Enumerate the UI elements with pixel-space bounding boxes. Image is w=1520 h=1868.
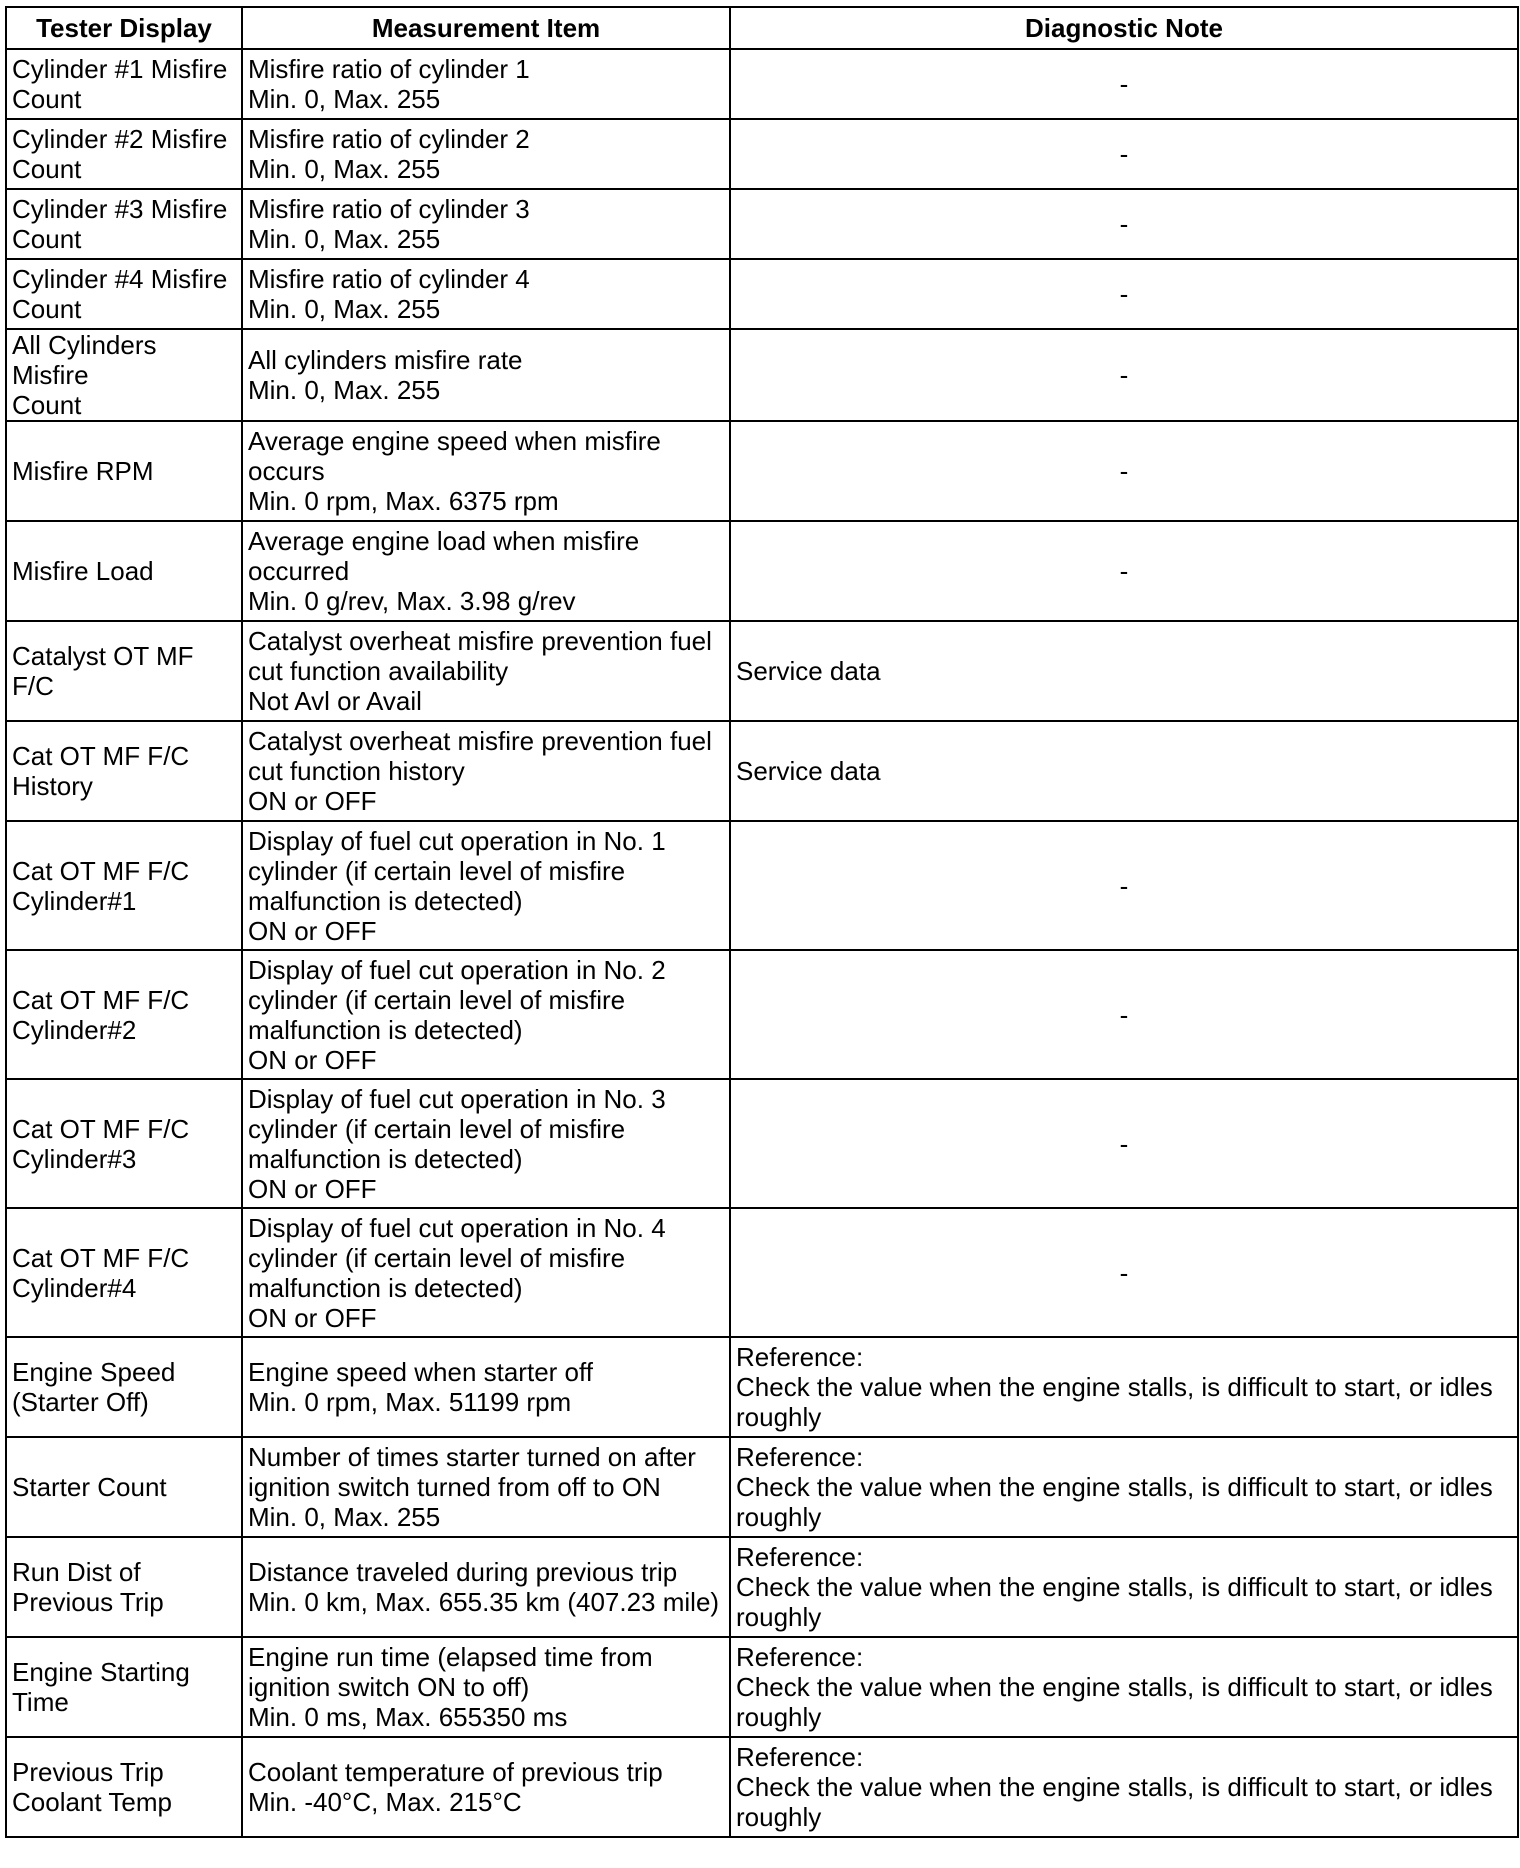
- table-body: [6, 49, 1518, 1837]
- cell-tester-display: Cat OT MF F/C Cylinder#4: [6, 1208, 242, 1337]
- table-row: [6, 950, 1518, 1079]
- table-row: [6, 1537, 1518, 1637]
- cell-diagnostic-note: Reference: Check the value when the engine stalls, is difficult to start, or idles roughly: [730, 1337, 1518, 1437]
- table-row: [6, 721, 1518, 821]
- cell-measurement-item: Average engine speed when misfire occurs Min. 0 rpm, Max. 6375 rpm: [242, 421, 730, 521]
- cell-measurement-item: Display of fuel cut operation in No. 1 cylinder (if certain level of misfire malfunction is detected) ON or OFF: [242, 821, 730, 950]
- cell-measurement-item: Misfire ratio of cylinder 1 Min. 0, Max. 255: [242, 49, 730, 119]
- cell-diagnostic-note: -: [730, 1079, 1518, 1208]
- table-row: [6, 259, 1518, 329]
- table-row: [6, 119, 1518, 189]
- cell-tester-display: Cylinder #2 Misfire Count: [6, 119, 242, 189]
- header-tester-display: Tester Display: [6, 7, 242, 49]
- header-measurement-item: Measurement Item: [242, 7, 730, 49]
- table-row: [6, 521, 1518, 621]
- cell-measurement-item: Coolant temperature of previous trip Min. -40°C, Max. 215°C: [242, 1737, 730, 1837]
- table-row: [6, 421, 1518, 521]
- cell-tester-display: Cat OT MF F/C History: [6, 721, 242, 821]
- cell-diagnostic-note: -: [730, 49, 1518, 119]
- cell-tester-display: Misfire Load: [6, 521, 242, 621]
- cell-tester-display: Engine Starting Time: [6, 1637, 242, 1737]
- cell-tester-display: All Cylinders Misfire Count: [6, 329, 242, 421]
- cell-tester-display: Cylinder #4 Misfire Count: [6, 259, 242, 329]
- cell-tester-display: Misfire RPM: [6, 421, 242, 521]
- cell-diagnostic-note: -: [730, 421, 1518, 521]
- cell-tester-display: Cat OT MF F/C Cylinder#3: [6, 1079, 242, 1208]
- cell-measurement-item: Average engine load when misfire occurred Min. 0 g/rev, Max. 3.98 g/rev: [242, 521, 730, 621]
- table-row: [6, 329, 1518, 421]
- cell-tester-display: Cylinder #3 Misfire Count: [6, 189, 242, 259]
- table-row: [6, 1637, 1518, 1737]
- cell-tester-display: Engine Speed (Starter Off): [6, 1337, 242, 1437]
- data-list-table: [5, 6, 1519, 1838]
- header-diagnostic-note: Diagnostic Note: [730, 7, 1518, 49]
- cell-diagnostic-note: -: [730, 821, 1518, 950]
- cell-diagnostic-note: -: [730, 329, 1518, 421]
- cell-tester-display: Catalyst OT MF F/C: [6, 621, 242, 721]
- cell-measurement-item: Display of fuel cut operation in No. 4 cylinder (if certain level of misfire malfunction is detected) ON or OFF: [242, 1208, 730, 1337]
- cell-diagnostic-note: Service data: [730, 721, 1518, 821]
- table-row: [6, 1437, 1518, 1537]
- cell-diagnostic-note: Service data: [730, 621, 1518, 721]
- cell-diagnostic-note: -: [730, 189, 1518, 259]
- cell-measurement-item: Misfire ratio of cylinder 4 Min. 0, Max. 255: [242, 259, 730, 329]
- cell-tester-display: Starter Count: [6, 1437, 242, 1537]
- cell-tester-display: Previous Trip Coolant Temp: [6, 1737, 242, 1837]
- table-header-row: [6, 7, 1518, 49]
- table-row: [6, 189, 1518, 259]
- cell-diagnostic-note: -: [730, 950, 1518, 1079]
- cell-tester-display: Cylinder #1 Misfire Count: [6, 49, 242, 119]
- cell-measurement-item: Distance traveled during previous trip Min. 0 km, Max. 655.35 km (407.23 mile): [242, 1537, 730, 1637]
- cell-diagnostic-note: Reference: Check the value when the engine stalls, is difficult to start, or idles roughly: [730, 1637, 1518, 1737]
- table-row: [6, 1737, 1518, 1837]
- table-row: [6, 1337, 1518, 1437]
- cell-measurement-item: Catalyst overheat misfire prevention fuel cut function availability Not Avl or Avail: [242, 621, 730, 721]
- cell-diagnostic-note: Reference: Check the value when the engine stalls, is difficult to start, or idles roughly: [730, 1437, 1518, 1537]
- table-row: [6, 621, 1518, 721]
- cell-diagnostic-note: -: [730, 1208, 1518, 1337]
- cell-tester-display: Run Dist of Previous Trip: [6, 1537, 242, 1637]
- cell-measurement-item: Misfire ratio of cylinder 3 Min. 0, Max. 255: [242, 189, 730, 259]
- cell-measurement-item: Display of fuel cut operation in No. 2 cylinder (if certain level of misfire malfunction is detected) ON or OFF: [242, 950, 730, 1079]
- cell-measurement-item: All cylinders misfire rate Min. 0, Max. 255: [242, 329, 730, 421]
- table-row: [6, 49, 1518, 119]
- cell-diagnostic-note: -: [730, 119, 1518, 189]
- cell-diagnostic-note: -: [730, 521, 1518, 621]
- table-row: [6, 1079, 1518, 1208]
- table-row: [6, 821, 1518, 950]
- cell-diagnostic-note: Reference: Check the value when the engine stalls, is difficult to start, or idles roughly: [730, 1537, 1518, 1637]
- cell-measurement-item: Display of fuel cut operation in No. 3 cylinder (if certain level of misfire malfunction is detected) ON or OFF: [242, 1079, 730, 1208]
- cell-measurement-item: Misfire ratio of cylinder 2 Min. 0, Max. 255: [242, 119, 730, 189]
- cell-diagnostic-note: -: [730, 259, 1518, 329]
- cell-diagnostic-note: Reference: Check the value when the engine stalls, is difficult to start, or idles roughly: [730, 1737, 1518, 1837]
- cell-measurement-item: Catalyst overheat misfire prevention fuel cut function history ON or OFF: [242, 721, 730, 821]
- cell-measurement-item: Engine speed when starter off Min. 0 rpm, Max. 51199 rpm: [242, 1337, 730, 1437]
- cell-measurement-item: Number of times starter turned on after ignition switch turned from off to ON Min. 0, Max. 255: [242, 1437, 730, 1537]
- cell-tester-display: Cat OT MF F/C Cylinder#2: [6, 950, 242, 1079]
- cell-measurement-item: Engine run time (elapsed time from ignition switch ON to off) Min. 0 ms, Max. 655350 ms: [242, 1637, 730, 1737]
- table-row: [6, 1208, 1518, 1337]
- cell-tester-display: Cat OT MF F/C Cylinder#1: [6, 821, 242, 950]
